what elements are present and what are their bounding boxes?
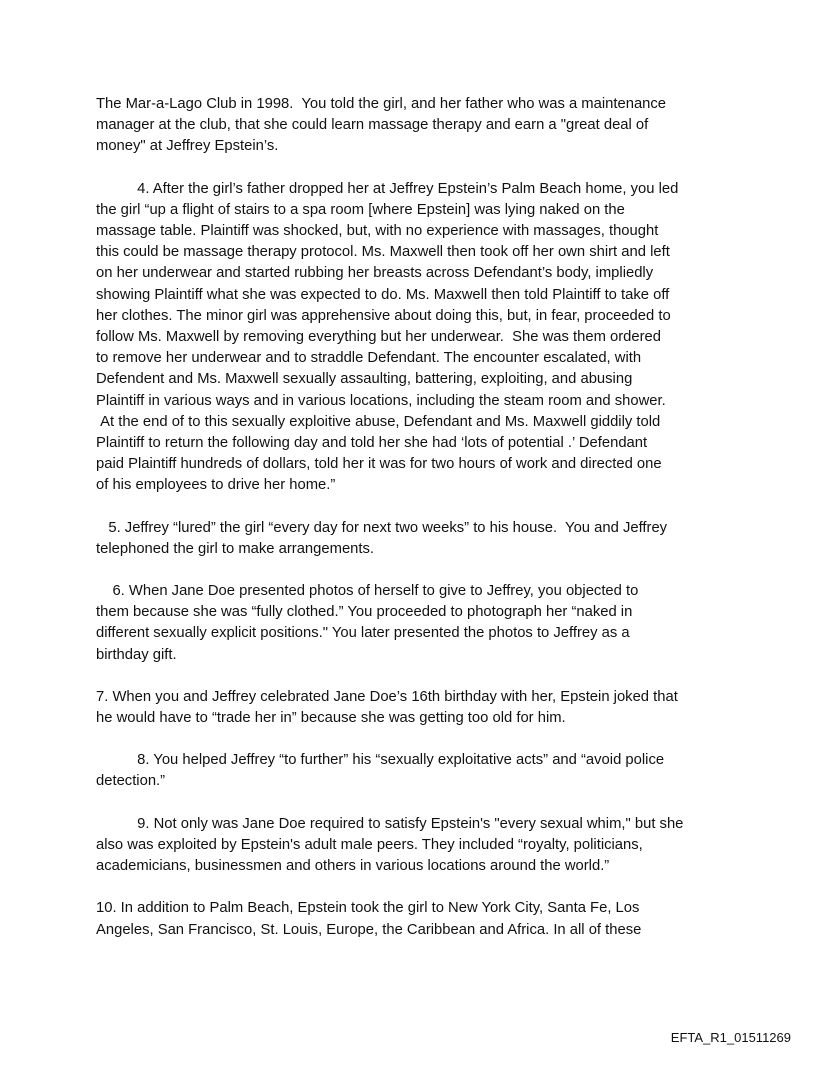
paragraph-4 <box>96 179 726 497</box>
text-line: money" at Jeffrey Epstein’s. <box>96 138 279 155</box>
text-line: 8. You helped Jeffrey “to further” his “sexually exploitative acts” and “avoid police <box>96 752 665 769</box>
bates-number: EFTA_R1_01511269 <box>670 1030 791 1045</box>
text-line: the girl “up a flight of stairs to a spa room [where Epstein] was lying naked on the <box>96 201 625 218</box>
text-line: Plaintiff in various ways and in various locations, including the steam room and shower. <box>96 392 666 409</box>
text-line: 6. When Jane Doe presented photos of herself to give to Jeffrey, you objected to <box>96 583 639 600</box>
text-line: he would have to “trade her in” because she was getting too old for him. <box>96 710 566 727</box>
text-line: different sexually explicit positions." You later presented the photos to Jeffrey as a <box>96 625 630 642</box>
text-line: 10. In addition to Palm Beach, Epstein took the girl to New York City, Santa Fe, Los <box>96 900 640 917</box>
text-line: At the end of to this sexually exploitive abuse, Defendant and Ms. Maxwell giddily told <box>96 413 661 430</box>
paragraph-10 <box>96 898 726 940</box>
text-line: her clothes. The minor girl was apprehensive about doing this, but, in fear, proceeded to <box>96 307 671 324</box>
text-line: follow Ms. Maxwell by removing everything but her underwear. She was them ordered <box>96 329 662 346</box>
text-line: academicians, businessmen and others in various locations around the world.” <box>96 858 610 875</box>
paragraph-5 <box>96 518 726 560</box>
text-line: Plaintiff to return the following day and told her she had ‘lots of potential .’ Defendant <box>96 435 648 452</box>
text-line: 9. Not only was Jane Doe required to satisfy Epstein's "every sexual whim," but she <box>96 815 684 832</box>
paragraph-7 <box>96 687 726 729</box>
text-line: telephoned the girl to make arrangements. <box>96 540 375 557</box>
text-line: 7. When you and Jeffrey celebrated Jane Doe’s 16th birthday with her, Epstein joked that <box>96 688 678 705</box>
text-line: birthday gift. <box>96 646 177 663</box>
text-line: of his employees to drive her home.” <box>96 477 336 494</box>
text-line: to remove her underwear and to straddle Defendant. The encounter escalated, with <box>96 350 642 367</box>
text-line: The Mar-a-Lago Club in 1998. You told the girl, and her father who was a maintenance <box>96 96 667 112</box>
text-line: manager at the club, that she could learn massage therapy and earn a "great deal of <box>96 117 649 134</box>
text-line: 4. After the girl’s father dropped her at Jeffrey Epstein’s Palm Beach home, you led <box>96 180 679 197</box>
text-line: showing Plaintiff what she was expected to do. Ms. Maxwell then told Plaintiff to take off <box>96 286 670 303</box>
text-line: paid Plaintiff hundreds of dollars, told her it was for two hours of work and directed one <box>96 456 662 473</box>
text-line: them because she was “fully clothed.” You proceeded to photograph her “naked in <box>96 604 633 621</box>
document-body <box>96 94 726 941</box>
text-line: on her underwear and started rubbing her breasts across Defendant’s body, impliedly <box>96 265 654 282</box>
text-line: massage table. Plaintiff was shocked, but, with no experience with massages, thought <box>96 223 659 240</box>
text-line: also was exploited by Epstein's adult male peers. They included “royalty, politicians, <box>96 836 643 853</box>
paragraph-6 <box>96 581 726 666</box>
text-line: this could be massage therapy protocol. Ms. Maxwell then took off her own shirt and left <box>96 244 670 261</box>
text-line: Defendent and Ms. Maxwell sexually assaulting, battering, exploiting, and abusing <box>96 371 633 388</box>
paragraph-1 <box>96 94 726 158</box>
paragraph-9 <box>96 814 726 878</box>
text-line: detection.” <box>96 773 166 790</box>
text-line: 5. Jeffrey “lured” the girl “every day for next two weeks” to his house. You and Jeffrey <box>96 519 668 536</box>
text-line: Angeles, San Francisco, St. Louis, Europe, the Caribbean and Africa. In all of these <box>96 921 642 938</box>
paragraph-8 <box>96 750 726 792</box>
